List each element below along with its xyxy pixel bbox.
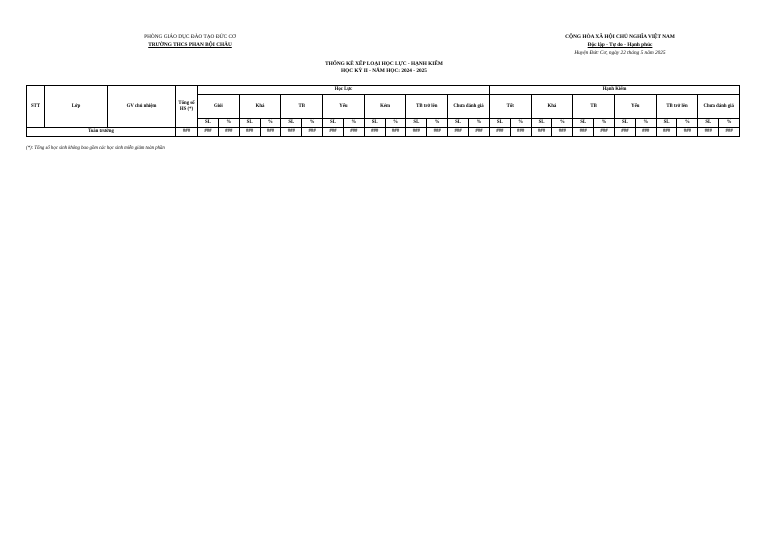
header-percent: % <box>719 119 740 128</box>
header-sl: SL <box>448 119 469 128</box>
header-percent: % <box>677 119 698 128</box>
header-hocluc-category: Khá <box>239 95 281 119</box>
header-percent: % <box>343 119 364 128</box>
total-row-value: ### <box>343 128 364 137</box>
total-row-value: ### <box>489 128 510 137</box>
total-row-value: ### <box>573 128 594 137</box>
header-percent: % <box>302 119 323 128</box>
school-name: TRƯỜNG THCS PHAN BỘI CHÂU <box>148 42 232 48</box>
total-row-value: ### <box>552 128 573 137</box>
header-hocluc-category: Chưa đánh giá <box>448 95 490 119</box>
total-row-value: ### <box>677 128 698 137</box>
header-sl: SL <box>406 119 427 128</box>
header-hocluc-category: Yếu <box>323 95 365 119</box>
header-sl: SL <box>281 119 302 128</box>
total-row-value: ### <box>302 128 323 137</box>
total-row-value: ### <box>656 128 677 137</box>
header-hocluc-category: Giỏi <box>198 95 240 119</box>
total-row-value: ### <box>468 128 489 137</box>
total-row-value: ### <box>531 128 552 137</box>
header-sl: SL <box>698 119 719 128</box>
total-row-value: ### <box>594 128 615 137</box>
total-students-value: ### <box>176 128 198 137</box>
total-row-value: ### <box>260 128 281 137</box>
header-sl: SL <box>656 119 677 128</box>
header-hocluc-category: Kém <box>364 95 406 119</box>
header-percent: % <box>218 119 239 128</box>
total-row-value: ### <box>614 128 635 137</box>
header-right <box>535 33 705 57</box>
header-percent: % <box>468 119 489 128</box>
header-left <box>120 33 260 49</box>
header-percent: % <box>385 119 406 128</box>
total-row-value: ### <box>364 128 385 137</box>
total-row-value: ### <box>510 128 531 137</box>
total-row-value: ### <box>448 128 469 137</box>
header-hanhkiem-category: TB <box>573 95 615 119</box>
header-hanhkiem-category: Chưa đánh giá <box>698 95 740 119</box>
total-row-value: ### <box>635 128 656 137</box>
header-percent: % <box>552 119 573 128</box>
nation-name: CỘNG HÒA XÃ HỘI CHỦ NGHĨA VIỆT NAM <box>565 34 675 40</box>
date-line: Huyện Đức Cơ, ngày 22 tháng 5 năm 2025 <box>574 50 666 56</box>
total-row-value: ### <box>385 128 406 137</box>
motto: Độc lập - Tự do - Hạnh phúc <box>587 42 653 48</box>
header-group-hocluc: Học Lực <box>198 86 490 95</box>
statistics-table <box>26 85 740 137</box>
header-sl: SL <box>323 119 344 128</box>
title-line-1: THỐNG KÊ XẾP LOẠI HỌC LỰC - HẠNH KIỂM <box>325 61 443 67</box>
header-hocluc-category: TB trở lên <box>406 95 448 119</box>
total-row-value: ### <box>698 128 719 137</box>
header-total-students: Tổng số HS (*) <box>176 86 198 128</box>
header-sl: SL <box>489 119 510 128</box>
header-percent: % <box>594 119 615 128</box>
total-row-label: Toàn trường <box>27 128 176 137</box>
total-row-value: ### <box>198 128 219 137</box>
header-percent: % <box>510 119 531 128</box>
header-percent: % <box>635 119 656 128</box>
department-name: PHÒNG GIÁO DỤC ĐÀO TẠO ĐỨC CƠ <box>144 34 236 40</box>
header-hanhkiem-category: Khá <box>531 95 573 119</box>
header-stt: STT <box>27 86 45 128</box>
header-sl: SL <box>198 119 219 128</box>
header-sl: SL <box>239 119 260 128</box>
total-row-value: ### <box>427 128 448 137</box>
header-hanhkiem-category: Tốt <box>489 95 531 119</box>
total-row-value: ### <box>218 128 239 137</box>
total-row-value: ### <box>719 128 740 137</box>
header-hanhkiem-category: Yếu <box>614 95 656 119</box>
header-hocluc-category: TB <box>281 95 323 119</box>
header-percent: % <box>260 119 281 128</box>
total-row-value: ### <box>281 128 302 137</box>
header-teacher: GV chủ nhiệm <box>108 86 176 128</box>
header-sl: SL <box>364 119 385 128</box>
header-percent: % <box>427 119 448 128</box>
total-row-value: ### <box>323 128 344 137</box>
footnote: (*): Tổng số học sinh không bao gồm các học sinh miễn giảm toàn phần <box>26 146 165 151</box>
title-line-2: HỌC KỲ II - NĂM HỌC: 2024 - 2025 <box>341 68 427 74</box>
header-sl: SL <box>573 119 594 128</box>
header-group-hanhkiem: Hạnh Kiểm <box>489 86 739 95</box>
header-hanhkiem-category: TB trở lên <box>656 95 698 119</box>
total-row-value: ### <box>406 128 427 137</box>
report-title <box>0 61 768 75</box>
header-sl: SL <box>531 119 552 128</box>
header-sl: SL <box>614 119 635 128</box>
table-row-total <box>27 128 740 137</box>
header-class: Lớp <box>45 86 108 128</box>
total-row-value: ### <box>239 128 260 137</box>
